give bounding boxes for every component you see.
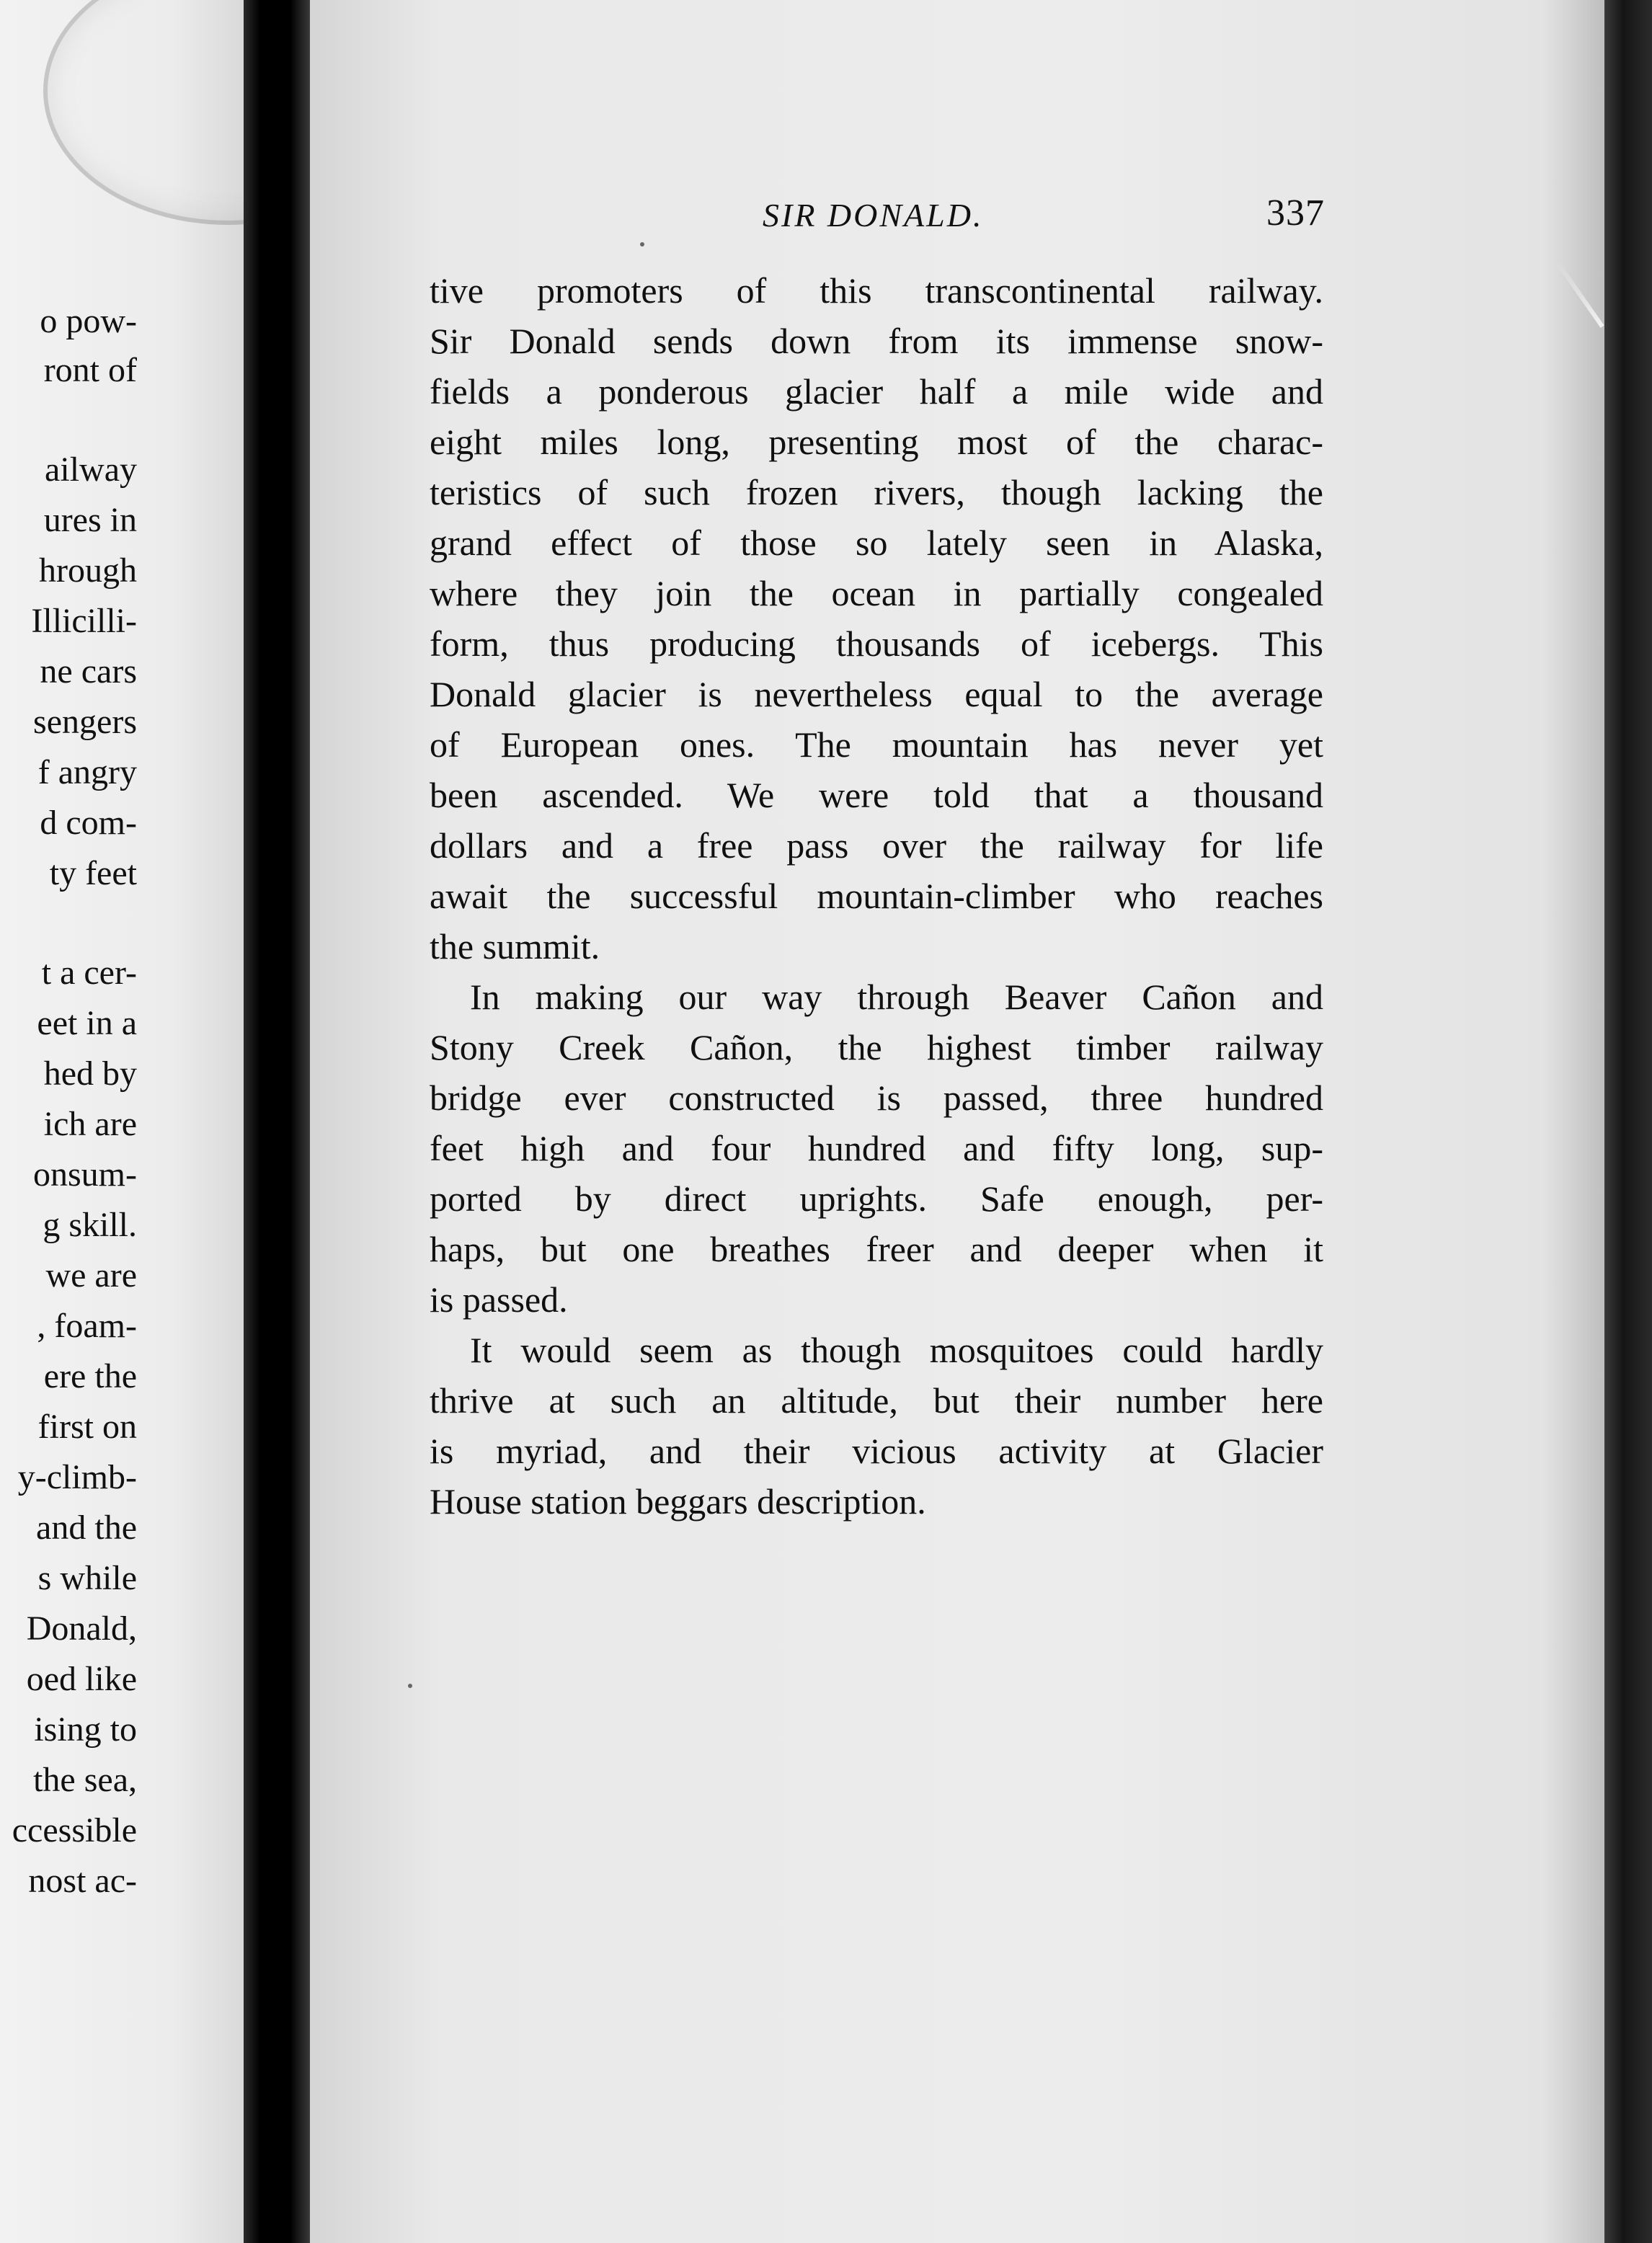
left-line: nost ac-: [28, 1862, 137, 1900]
left-line: ere the: [43, 1357, 137, 1395]
left-line: ront of: [43, 351, 137, 389]
ink-speck: [640, 242, 644, 246]
left-line: o pow-: [40, 302, 137, 340]
left-line: and the: [36, 1509, 137, 1547]
left-line: sengers: [33, 703, 137, 741]
page-header: [763, 192, 1325, 239]
left-line: hed by: [43, 1054, 137, 1093]
text-line: tive promoters of this transcontinental railway.: [430, 270, 1323, 311]
left-line: we are: [45, 1256, 137, 1294]
text-line: feet high and four hundred and fifty long, sup-: [430, 1128, 1323, 1168]
left-facing-page: [0, 0, 245, 2243]
text-line: teristics of such frozen rivers, though lacking the: [430, 472, 1323, 512]
text-line: where they join the ocean in partially congealed: [430, 573, 1323, 613]
page-number: 337: [1266, 192, 1325, 234]
left-line: eet in a: [37, 1004, 137, 1042]
left-line: d com-: [40, 804, 137, 842]
left-line: t a cer-: [41, 954, 137, 992]
ink-speck: [408, 1684, 412, 1688]
left-line: , foam-: [37, 1307, 137, 1345]
text-line: It would seem as though mosquitoes could hardly: [470, 1330, 1323, 1370]
left-line: oed like: [26, 1660, 137, 1698]
text-line: the summit.: [430, 926, 600, 967]
text-line: Stony Creek Cañon, the highest timber railway: [430, 1027, 1323, 1067]
left-line: onsum-: [33, 1155, 137, 1194]
book-gutter: [244, 0, 310, 2243]
text-line: dollars and a free pass over the railway for life: [430, 825, 1323, 866]
left-line: ty feet: [49, 854, 137, 892]
left-line: f angry: [37, 753, 137, 791]
running-head: SIR DONALD.: [763, 197, 984, 234]
left-line: s while: [37, 1559, 137, 1597]
body-text: [430, 265, 1323, 1527]
left-line: Illicilli-: [31, 602, 137, 640]
text-line: haps, but one breathes freer and deeper when it: [430, 1229, 1323, 1269]
paragraph: [430, 972, 1323, 1325]
text-line: fields a ponderous glacier half a mile wide and: [430, 371, 1323, 412]
text-line: eight miles long, presenting most of the charac-: [430, 422, 1323, 462]
left-line: hrough: [39, 551, 137, 590]
left-page-text: [0, 0, 245, 2243]
left-line: ailway: [45, 450, 137, 489]
left-line: y-climb-: [17, 1458, 137, 1496]
left-line: ures in: [43, 501, 137, 539]
text-line: ported by direct uprights. Safe enough, per-: [430, 1178, 1323, 1219]
left-line: ich are: [43, 1105, 137, 1143]
text-line: is myriad, and their vicious activity at Glacier: [430, 1431, 1323, 1471]
text-line: bridge ever constructed is passed, three hundred: [430, 1078, 1323, 1118]
left-line: g skill.: [43, 1206, 137, 1244]
text-line: form, thus producing thousands of icebergs. This: [430, 623, 1323, 664]
left-line: ising to: [34, 1710, 137, 1749]
paragraph: [430, 265, 1323, 972]
paragraph: [430, 1325, 1323, 1527]
text-line: been ascended. We were told that a thousand: [430, 775, 1323, 815]
text-line: grand effect of those so lately seen in Alaska,: [430, 523, 1323, 563]
left-line: ccessible: [12, 1811, 137, 1849]
left-line: ne cars: [40, 652, 137, 690]
page-edge: [1604, 0, 1652, 2243]
text-line: House station beggars description.: [430, 1481, 926, 1522]
text-line: thrive at such an altitude, but their number here: [430, 1380, 1323, 1421]
text-line: is passed.: [430, 1279, 568, 1320]
text-line: await the successful mountain-climber who reaches: [430, 876, 1323, 916]
left-line: Donald,: [26, 1609, 137, 1648]
text-line: Sir Donald sends down from its immense snow-: [430, 321, 1323, 361]
left-line: first on: [37, 1408, 137, 1446]
text-line: In making our way through Beaver Cañon and: [470, 977, 1323, 1017]
text-line: Donald glacier is nevertheless equal to the average: [430, 674, 1323, 714]
text-line: of European ones. The mountain has never yet: [430, 724, 1323, 765]
left-line: the sea,: [33, 1761, 137, 1799]
